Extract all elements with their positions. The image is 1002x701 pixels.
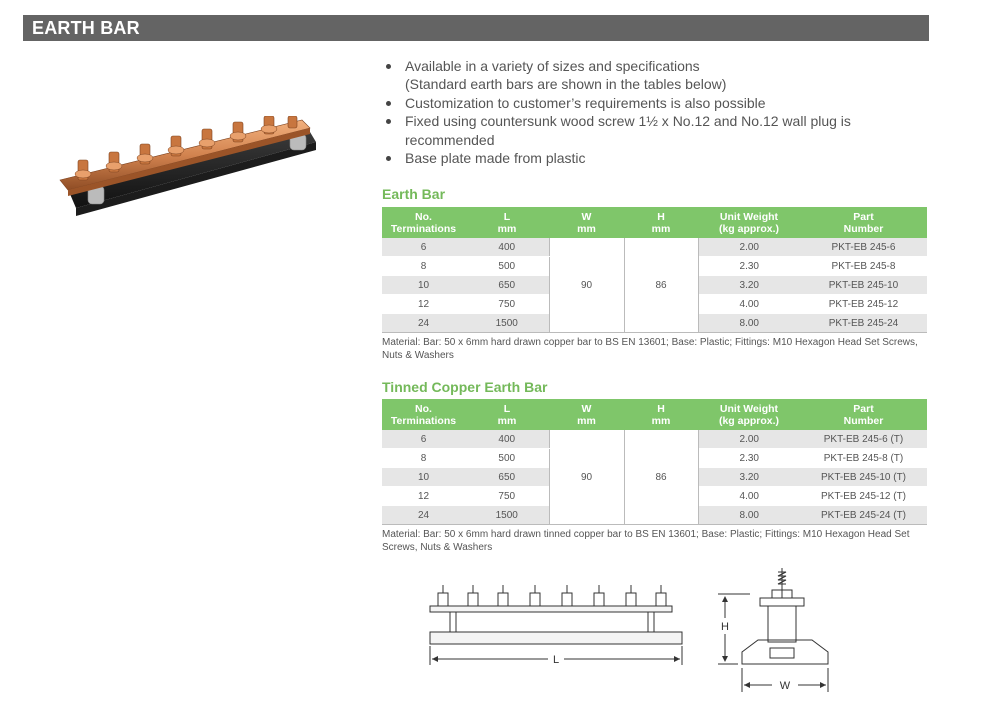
- tinned-bar-title: Tinned Copper Earth Bar: [382, 379, 548, 395]
- feature-item: Base plate made from plastic: [382, 149, 922, 167]
- table-row: 12 750 4.00 PKT-EB 245-12 (T): [382, 487, 927, 506]
- width-label: W: [779, 680, 791, 692]
- feature-item: Available in a variety of sizes and specifications (Standard earth bars are shown in the tables below): [382, 57, 922, 94]
- feature-list: [382, 57, 922, 167]
- earth-bar-table: [382, 207, 927, 333]
- table-header-row: No. Terminations L mm W mm H mm Unit Weight (kg approx.) Part Number: [382, 207, 927, 238]
- table-row: 12 750 4.00 PKT-EB 245-12: [382, 295, 927, 314]
- table-row: 24 1500 8.00 PKT-EB 245-24 (T): [382, 506, 927, 525]
- earth-bar-photo: [52, 116, 332, 236]
- table-row: 6 400 90 86 2.00 PKT-EB 245-6 (T): [382, 430, 927, 449]
- tinned-bar-material-note: Material: Bar: 50 x 6mm hard drawn tinned copper bar to BS EN 13601; Base: Plastic; Fittings: M10 Hexagon Head Set Screws, Nuts & Washers: [382, 529, 910, 553]
- tinned-bar-table: [382, 399, 927, 525]
- earth-bar-title: Earth Bar: [382, 186, 446, 202]
- table-row: 8 500 2.30 PKT-EB 245-8 (T): [382, 449, 927, 468]
- header-bar: [23, 15, 929, 41]
- dimension-drawing: [420, 560, 860, 701]
- table-row: 24 1500 8.00 PKT-EB 245-24: [382, 314, 927, 333]
- table-row: 10 650 3.20 PKT-EB 245-10: [382, 276, 927, 295]
- table-row: 8 500 2.30 PKT-EB 245-8: [382, 257, 927, 276]
- length-label: L: [552, 654, 560, 666]
- feature-item: Customization to customer’s requirements is also possible: [382, 94, 922, 112]
- table-row: 6 400 90 86 2.00 PKT-EB 245-6: [382, 238, 927, 257]
- earth-bar-material-note: Material: Bar: 50 x 6mm hard drawn copper bar to BS EN 13601; Base: Plastic; Fittings: M10 Hexagon Head Set Screws, Nuts & Washers: [382, 337, 918, 361]
- feature-item: Fixed using countersunk wood screw 1½ x No.12 and No.12 wall plug is recommended: [382, 112, 922, 149]
- height-label: H: [721, 621, 729, 633]
- table-header-row: No. Terminations L mm W mm H mm Unit Weight (kg approx.) Part Number: [382, 399, 927, 430]
- page-title: EARTH BAR: [32, 18, 140, 38]
- table-row: 10 650 3.20 PKT-EB 245-10 (T): [382, 468, 927, 487]
